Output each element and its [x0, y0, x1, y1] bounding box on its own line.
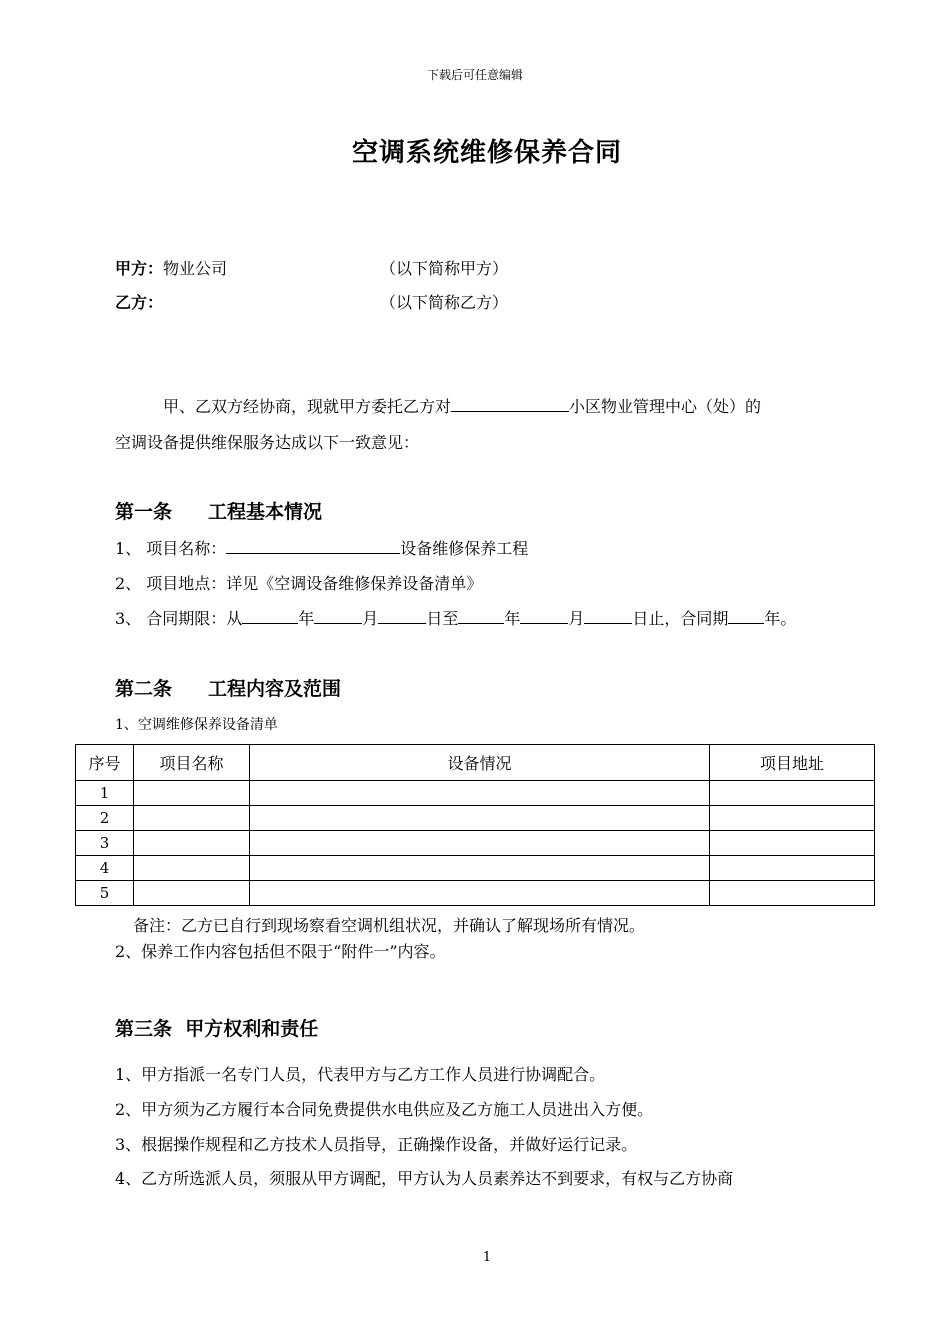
project-name-blank	[226, 538, 400, 554]
article-1-item-2: 2、 项目地点：详见《空调设备维修保养设备清单》	[115, 574, 483, 593]
table-remark: 备注：乙方已自行到现场察看空调机组状况，并确认了解现场所有情况。	[133, 916, 646, 935]
table-row	[76, 806, 875, 831]
party-a-note: （以下简称甲方）	[380, 259, 509, 278]
article-3-heading: 第三条 甲方权利和责任	[115, 1018, 319, 1040]
party-b-label: 乙方：	[115, 293, 164, 312]
month-label: 月	[362, 609, 379, 628]
year-label: 年	[298, 609, 315, 628]
day-to-label: 日至	[426, 609, 459, 628]
intro-line-2: 空调设备提供维保服务达成以下一致意见：	[115, 433, 420, 452]
end-month-label: 月	[568, 609, 585, 628]
article-1-item-1	[115, 536, 528, 559]
item-1-suffix: 设备维修保养工程	[400, 539, 529, 558]
article-3-item-3: 3、根据操作规程和乙方技术人员指导，正确操作设备，并做好运行记录。	[115, 1135, 638, 1154]
start-year-blank	[242, 608, 298, 624]
cell	[710, 806, 875, 831]
header-serial: 序号	[76, 745, 134, 781]
header-project-name: 项目名称	[134, 745, 250, 781]
row-serial: 3	[76, 831, 134, 856]
end-year-label: 年	[504, 609, 521, 628]
cell	[250, 806, 710, 831]
intro-line-1	[163, 394, 761, 417]
year-end-label: 年。	[764, 609, 797, 628]
cell	[250, 831, 710, 856]
row-serial: 1	[76, 781, 134, 806]
document-title: 空调系统维修保养合同	[351, 138, 622, 168]
cell	[250, 881, 710, 906]
intro-part-1: 甲、乙双方经协商，现就甲方委托乙方对	[163, 397, 452, 416]
table-row	[76, 781, 875, 806]
header-note: 下载后可任意编辑	[426, 68, 523, 82]
cell	[710, 831, 875, 856]
item-3-prefix: 3、 合同期限：从	[115, 609, 243, 628]
article-1-num: 第一条	[115, 501, 173, 523]
start-day-blank	[378, 608, 426, 624]
table-row	[76, 881, 875, 906]
article-3-item-1: 1、甲方指派一名专门人员，代表甲方与乙方工作人员进行协调配合。	[115, 1065, 606, 1084]
party-b-note: （以下简称乙方）	[380, 293, 509, 312]
article-1-title: 工程基本情况	[208, 501, 323, 523]
end-day-blank	[584, 608, 632, 624]
cell	[710, 856, 875, 881]
party-b	[115, 290, 163, 313]
header-project-address: 项目地址	[710, 745, 875, 781]
article-2-num: 第二条	[115, 678, 173, 700]
article-2-sub-2: 2、保养工作内容包括但不限于“附件一”内容。	[115, 942, 446, 961]
row-serial: 2	[76, 806, 134, 831]
row-serial: 4	[76, 856, 134, 881]
cell	[134, 806, 250, 831]
community-blank	[451, 396, 569, 412]
article-2-heading	[115, 674, 341, 701]
equipment-table	[75, 744, 875, 906]
cell	[710, 781, 875, 806]
intro-part-2: 小区物业管理中心（处）的	[569, 397, 762, 416]
cell	[250, 856, 710, 881]
article-1-item-3	[115, 606, 796, 629]
end-month-blank	[520, 608, 568, 624]
table-header-row	[76, 745, 875, 781]
cell	[134, 881, 250, 906]
article-3-item-2: 2、甲方须为乙方履行本合同免费提供水电供应及乙方施工人员进出入方便。	[115, 1100, 654, 1119]
end-year-blank	[458, 608, 504, 624]
term-years-blank	[728, 608, 764, 624]
article-2-sub-1: 1、空调维修保养设备清单	[115, 717, 278, 733]
article-2-title: 工程内容及范围	[208, 678, 342, 700]
article-3-item-4: 4、乙方所选派人员，须服从甲方调配，甲方认为人员素养达不到要求，有权与乙方协商	[115, 1169, 734, 1188]
table-row	[76, 831, 875, 856]
party-a-name: 物业公司	[163, 259, 228, 278]
cell	[134, 831, 250, 856]
cell	[250, 781, 710, 806]
cell	[134, 781, 250, 806]
page-number: 1	[482, 1250, 492, 1265]
cell	[710, 881, 875, 906]
header-equipment-status: 设备情况	[250, 745, 710, 781]
start-month-blank	[314, 608, 362, 624]
party-a-label: 甲方：	[115, 259, 164, 278]
row-serial: 5	[76, 881, 134, 906]
table-row	[76, 856, 875, 881]
cell	[134, 856, 250, 881]
party-a	[115, 256, 227, 279]
day-end-label: 日止，合同期	[632, 609, 729, 628]
item-1-prefix: 1、 项目名称：	[115, 539, 227, 558]
article-1-heading	[115, 497, 322, 524]
